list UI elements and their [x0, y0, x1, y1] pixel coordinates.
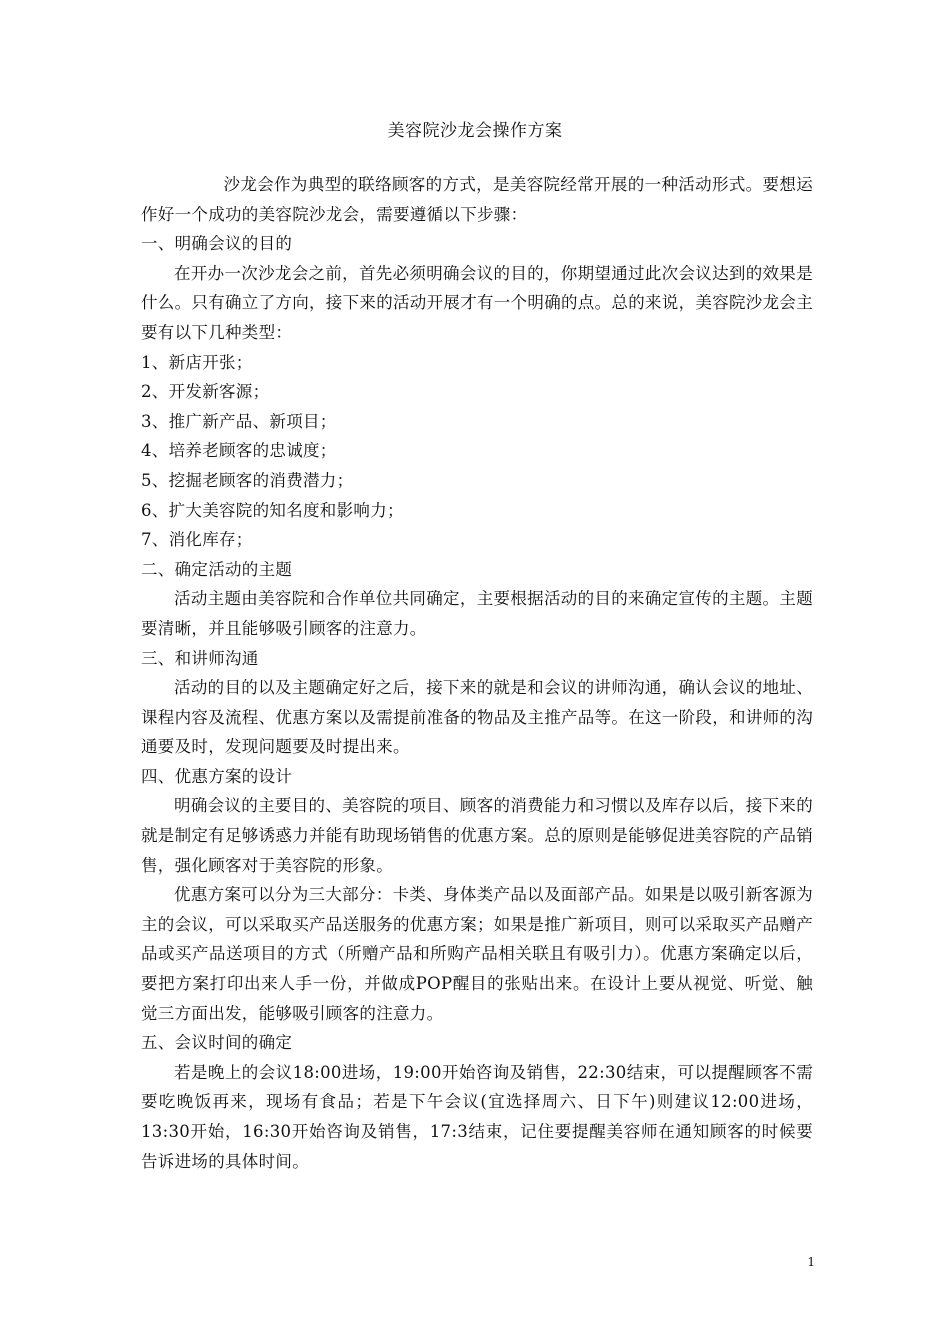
section-heading-offer-design: 四、优惠方案的设计 — [141, 766, 293, 786]
list-item-consumption-potential: 5、挖掘老顾客的消费潜力； — [141, 470, 354, 490]
section-heading-theme: 二、确定活动的主题 — [141, 559, 293, 579]
list-item-brand-awareness: 6、扩大美容院的知名度和影响力； — [141, 500, 404, 520]
offer-design-paragraph: 明确会议的主要目的、美容院的项目、顾客的消费能力和习惯以及库存以后，接下来的就是制定有足够诱惑力并能有助现场销售的优惠方案。总的原则是能够促进美容院的产品销售，强化顾客对于美容院的形象。 — [141, 796, 813, 875]
section-heading-lecturer: 三、和讲师沟通 — [141, 648, 259, 668]
theme-paragraph: 活动主题由美容院和合作单位共同确定，主要根据活动的目的来确定宣传的主题。主题要清晰，并且能够吸引顾客的注意力。 — [141, 589, 813, 638]
document-title: 美容院沙龙会操作方案 — [387, 121, 563, 141]
section-heading-purpose: 一、明确会议的目的 — [141, 234, 293, 254]
list-item-new-store: 1、新店开张； — [141, 352, 253, 372]
section-heading-meeting-time: 五、会议时间的确定 — [141, 1033, 293, 1053]
list-item-promote-products: 3、推广新产品、新项目； — [141, 411, 337, 431]
lecturer-paragraph: 活动的目的以及主题确定好之后，接下来的就是和会议的讲师沟通，确认会议的地址、课程内容及流程、优惠方案以及需提前准备的物品及主推产品等。在这一阶段，和讲师的沟通要及时，发现问题要及时提出来。 — [141, 678, 813, 757]
list-item-clear-inventory: 7、消化库存； — [141, 530, 253, 550]
document-body — [141, 170, 813, 1176]
purpose-paragraph: 在开办一次沙龙会之前，首先必须明确会议的目的，你期望通过此次会议达到的效果是什么。只有确立了方向，接下来的活动开展才有一个明确的点。总的来说，美容院沙龙会主要有以下几种类型： — [141, 263, 813, 342]
offer-categories-paragraph: 优惠方案可以分为三大部分：卡类、身体类产品以及面部产品。如果是以吸引新客源为主的会议，可以采取买产品送服务的优惠方案；如果是推广新项目，则可以采取买产品赠产品或买产品送项目的方式（所赠产品和所购产品相关联且有吸引力）。优惠方案确定以后，要把方案打印出来人手一份，并做成POP醒目的张贴出来。在设计上要从视觉、听觉、触觉三方面出发，能够吸引顾客的注意力。 — [141, 885, 813, 1023]
list-item-new-customers: 2、开发新客源； — [141, 382, 270, 402]
intro-paragraph: 沙龙会作为典型的联络顾客的方式，是美容院经常开展的一种活动形式。要想运作好一个成功的美容院沙龙会，需要遵循以下步骤： — [141, 175, 813, 224]
list-item-loyalty: 4、培养老顾客的忠诚度； — [141, 441, 337, 461]
page-number: 1 — [807, 1255, 815, 1269]
meeting-time-paragraph: 若是晚上的会议18:00进场，19:00开始咨询及销售，22:30结束，可以提醒顾客不需要吃晚饭再来，现场有食品；若是下午会议(宜选择周六、日下午)则建议12:00进场，13:30开始，16:30开始咨询及销售，17:3结束，记住要提醒美容师在通知顾客的时候要告诉进场的具体时间。 — [141, 1062, 813, 1171]
